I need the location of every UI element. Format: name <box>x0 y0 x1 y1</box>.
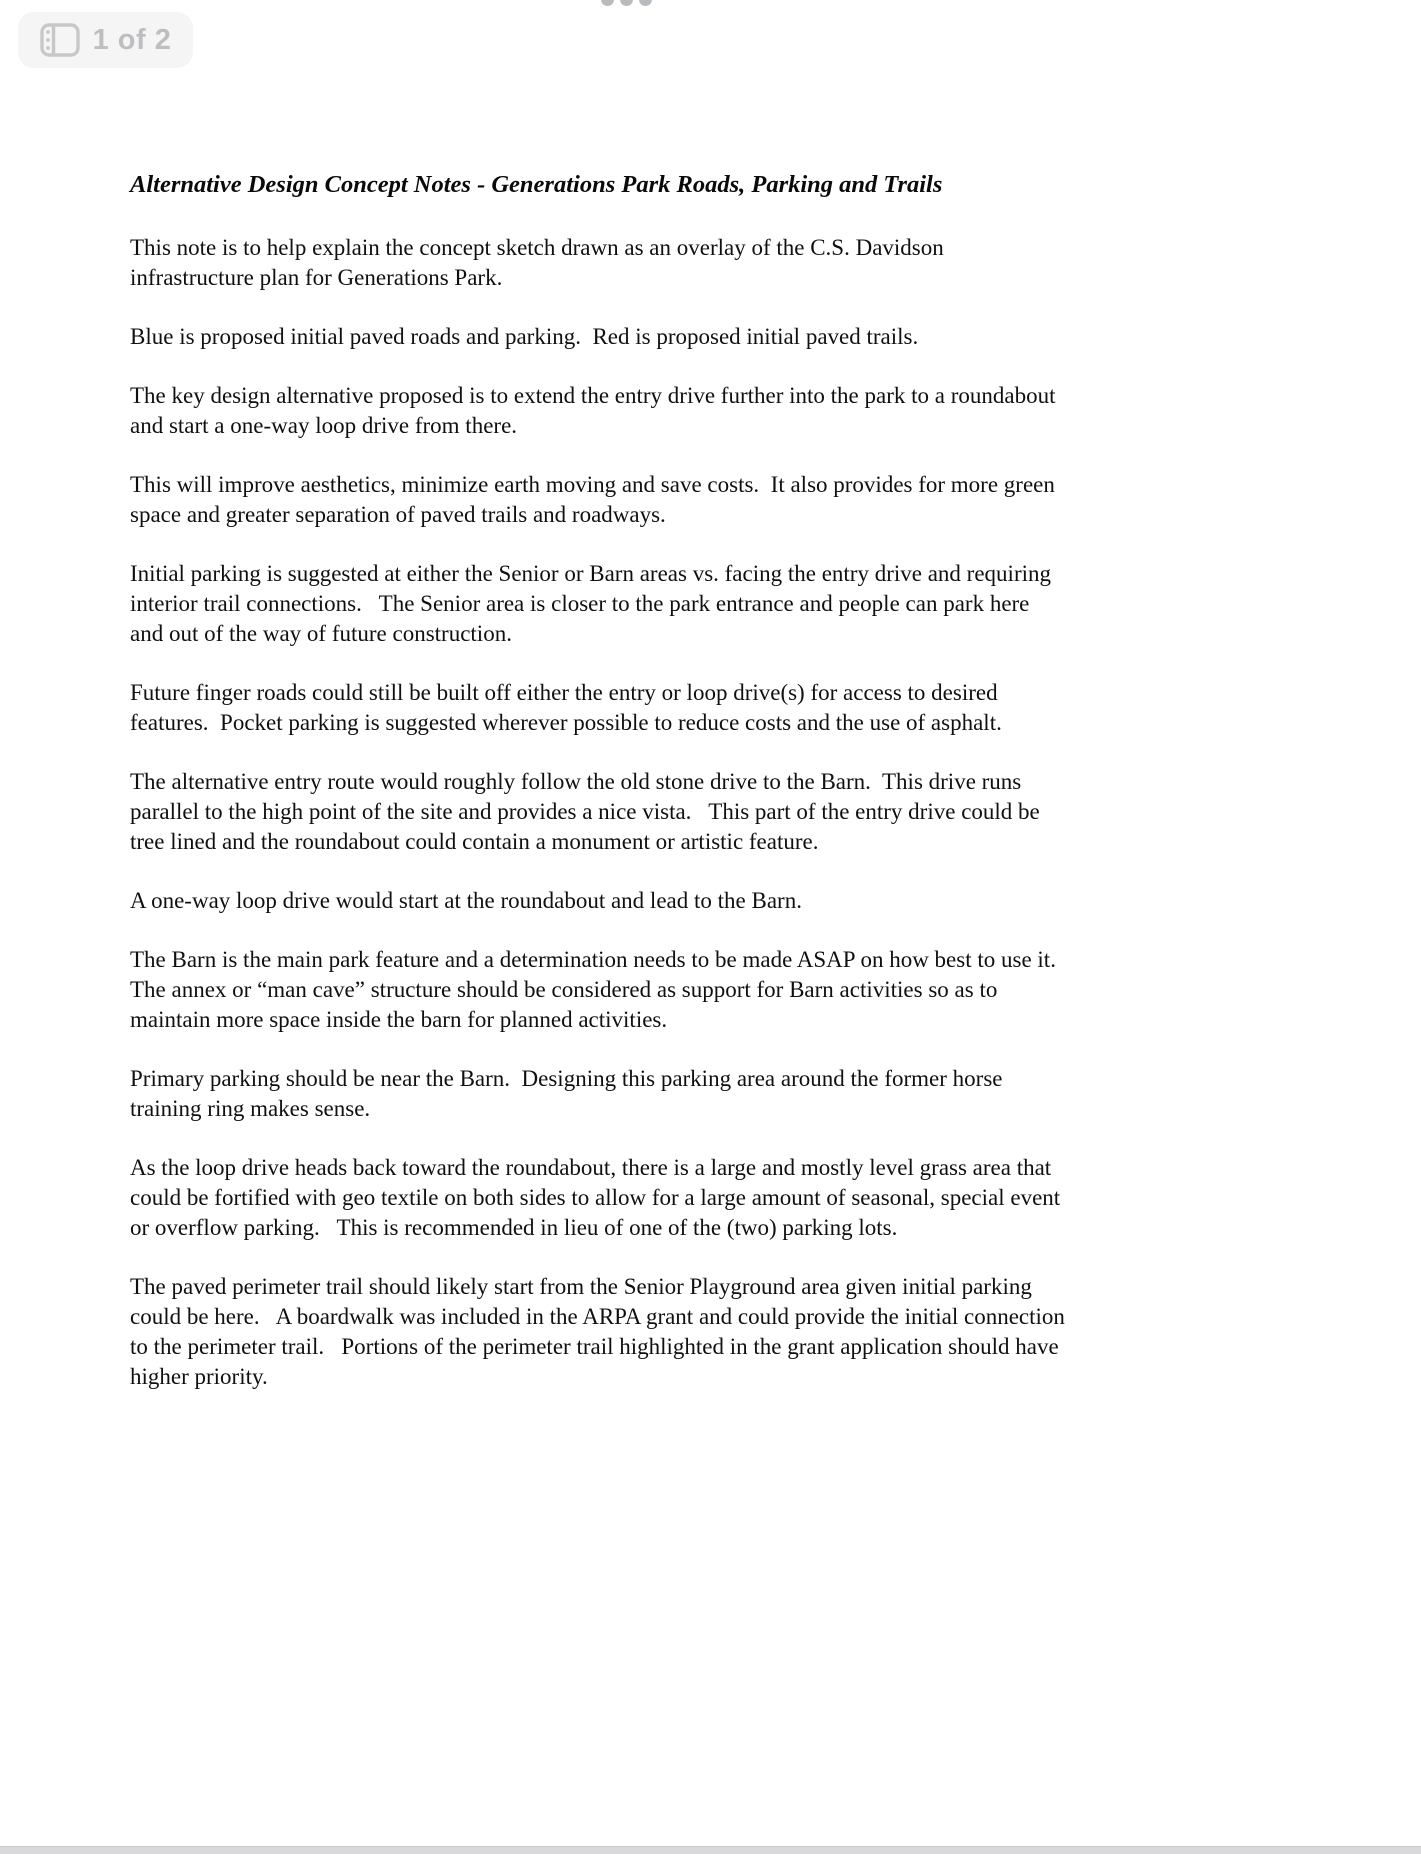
ellipsis-dot <box>620 0 633 6</box>
sidebar-thumbnails-icon <box>40 23 80 57</box>
document-paragraph: As the loop drive heads back toward the roundabout, there is a large and mostly level grass area that could be fortified with geo textile on both sides to allow for a large amount of seasonal, special event or overflow parking. This is recommended in lieu of one of the (two) parking lots. <box>130 1155 1066 1240</box>
document-paragraph: Primary parking should be near the Barn. Designing this parking area around the former horse training ring makes sense. <box>130 1066 1009 1121</box>
ellipsis-dot <box>639 0 652 6</box>
document-paragraph: The alternative entry route would roughly follow the old stone drive to the Barn. This drive runs parallel to the high point of the site and provides a nice vista. This part of the entry drive could be tree lined and the roundabout could contain a monument or artistic feature. <box>130 769 1046 854</box>
document-paragraph: The key design alternative proposed is to extend the entry drive further into the park to a roundabout and start a one-way loop drive from there. <box>130 383 1062 438</box>
document-paragraph: This note is to help explain the concept sketch drawn as an overlay of the C.S. Davidson infrastructure plan for Generations Park. <box>130 235 950 290</box>
ellipsis-dot <box>601 0 614 6</box>
document-paragraph: A one-way loop drive would start at the roundabout and lead to the Barn. <box>130 888 802 913</box>
page-indicator-button[interactable] <box>18 12 193 68</box>
more-options-icon[interactable] <box>601 0 652 6</box>
document-paragraph: The paved perimeter trail should likely start from the Senior Playground area given initial parking could be here. A boardwalk was included in the ARPA grant and could provide the initial connection to the perimeter trail. Portions of the perimeter trail highlighted in the grant application should have higher priority. <box>130 1274 1071 1389</box>
document-page <box>130 170 1071 1421</box>
bottom-edge-bar <box>0 1846 1421 1854</box>
document-paragraph: This will improve aesthetics, minimize earth moving and save costs. It also provides for more green space and greater separation of paved trails and roadways. <box>130 472 1061 527</box>
document-paragraph: Initial parking is suggested at either the Senior or Barn areas vs. facing the entry drive and requiring interior trail connections. The Senior area is closer to the park entrance and people can park here and out of the way of future construction. <box>130 561 1057 646</box>
document-title: Alternative Design Concept Notes - Generations Park Roads, Parking and Trails <box>130 171 943 198</box>
document-paragraph: The Barn is the main park feature and a determination needs to be made ASAP on how best to use it. The annex or “man cave” structure should be considered as support for Barn activities so as to maintain more space inside the barn for planned activities. <box>130 947 1068 1032</box>
document-paragraph: Blue is proposed initial paved roads and parking. Red is proposed initial paved trails. <box>130 324 919 349</box>
page-indicator-label: 1 of 2 <box>92 23 172 56</box>
document-paragraph: Future finger roads could still be built off either the entry or loop drive(s) for access to desired features. Pocket parking is suggested wherever possible to reduce costs and the use of asphalt. <box>130 680 1004 735</box>
